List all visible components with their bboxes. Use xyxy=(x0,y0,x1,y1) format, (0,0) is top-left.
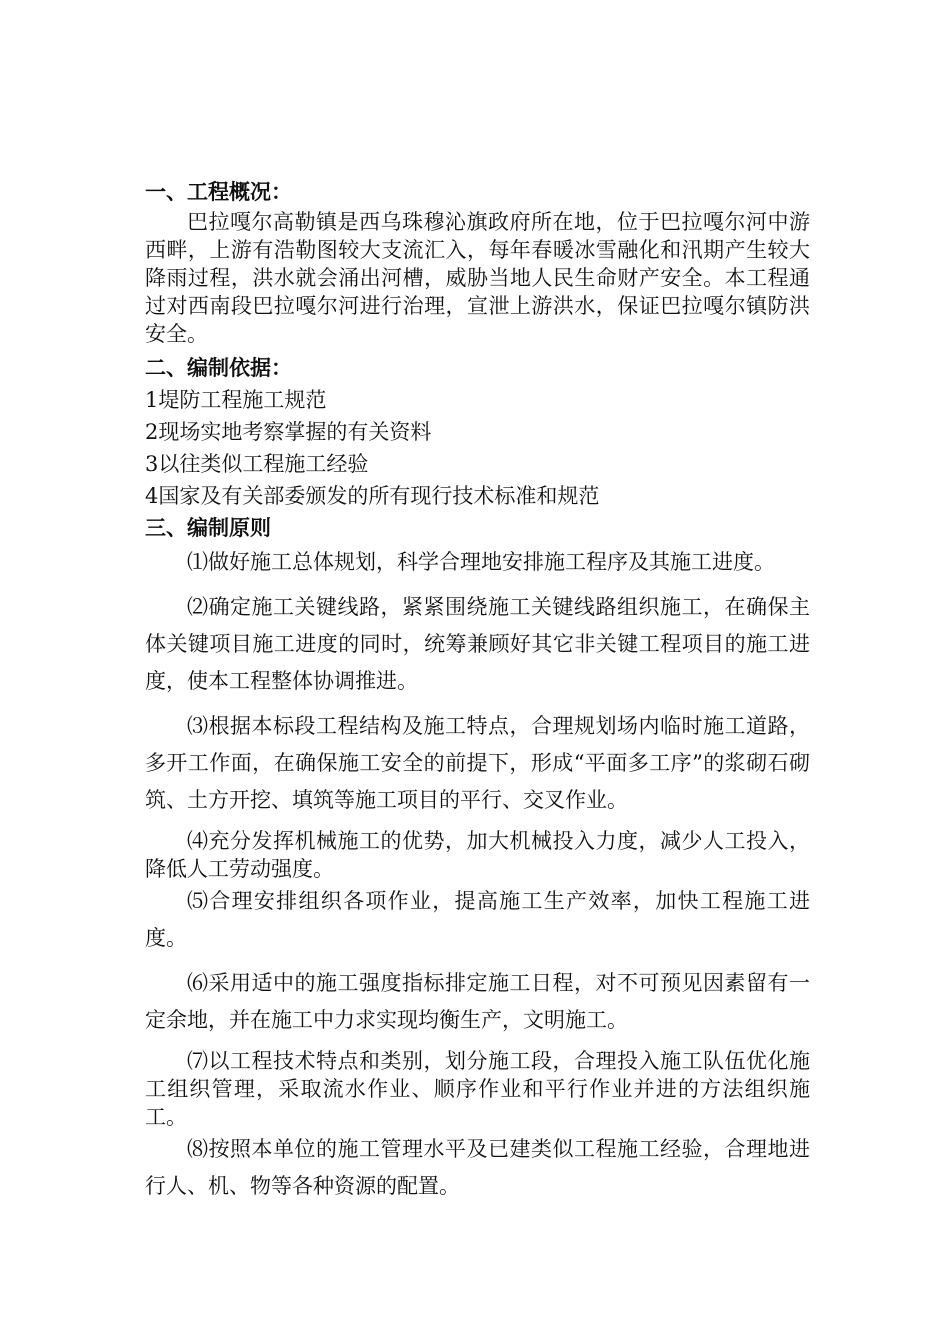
basis-item: 1堤防工程施工规范 xyxy=(145,388,327,412)
document-body xyxy=(145,176,810,1205)
section-heading-overview: 一、工程概况： xyxy=(145,180,292,204)
principle-item: ⑻按照本单位的施工管理水平及已建类似工程施工经验，合理地进行人、机、物等各种资源的配置。 xyxy=(145,1137,810,1198)
principle-item: ⑵确定施工关键线路，紧紧围绕施工关键线路组织施工，在确保主体关键项目施工进度的同时，统筹兼顾好其它非关键工程项目的施工进度，使本工程整体协调推进。 xyxy=(145,595,810,693)
section-heading-basis: 二、编制依据： xyxy=(145,356,292,380)
principle-item: ⑹采用适中的施工强度指标排定施工日程，对不可预见因素留有一定余地，并在施工中力求实现均衡生产，文明施工。 xyxy=(145,971,810,1032)
principle-item: ⑸合理安排组织各项作业，提高施工生产效率，加快工程施工进度。 xyxy=(145,889,810,950)
principle-item: ⑴做好施工总体规划，科学合理地安排施工程序及其施工进度。 xyxy=(187,550,775,574)
basis-item: 2现场实地考察掌握的有关资料 xyxy=(145,420,432,444)
basis-item: 3以往类似工程施工经验 xyxy=(145,452,369,476)
section-heading-principles: 三、编制原则 xyxy=(145,516,271,540)
basis-item: 4国家及有关部委颁发的所有现行技术标准和规范 xyxy=(145,484,600,508)
principle-item: ⑺以工程技术特点和类别，划分施工段，合理投入施工队伍优化施工组织管理，采取流水作业、顺序作业和平行作业并进的方法组织施工。 xyxy=(145,1049,810,1129)
overview-paragraph: 巴拉嘎尔高勒镇是西乌珠穆沁旗政府所在地，位于巴拉嘎尔河中游西畔，上游有浩勒图较大支流汇入，每年春暖冰雪融化和汛期产生较大降雨过程，洪水就会涌出河槽，威胁当地人民生命财产安全。本工程通过对西南段巴拉嘎尔河进行治理，宣泄上游洪水，保证巴拉嘎尔镇防洪安全。 xyxy=(145,210,810,346)
principle-item: ⑷充分发挥机械施工的优势，加大机械投入力度，减少人工投入，降低人工劳动强度。 xyxy=(145,829,810,881)
principle-item: ⑶根据本标段工程结构及施工特点，合理规划场内临时施工道路，多开工作面，在确保施工安全的前提下，形成“平面多工序”的浆砌石砌筑、土方开挖、填筑等施工项目的平行、交叉作业。 xyxy=(145,714,810,812)
